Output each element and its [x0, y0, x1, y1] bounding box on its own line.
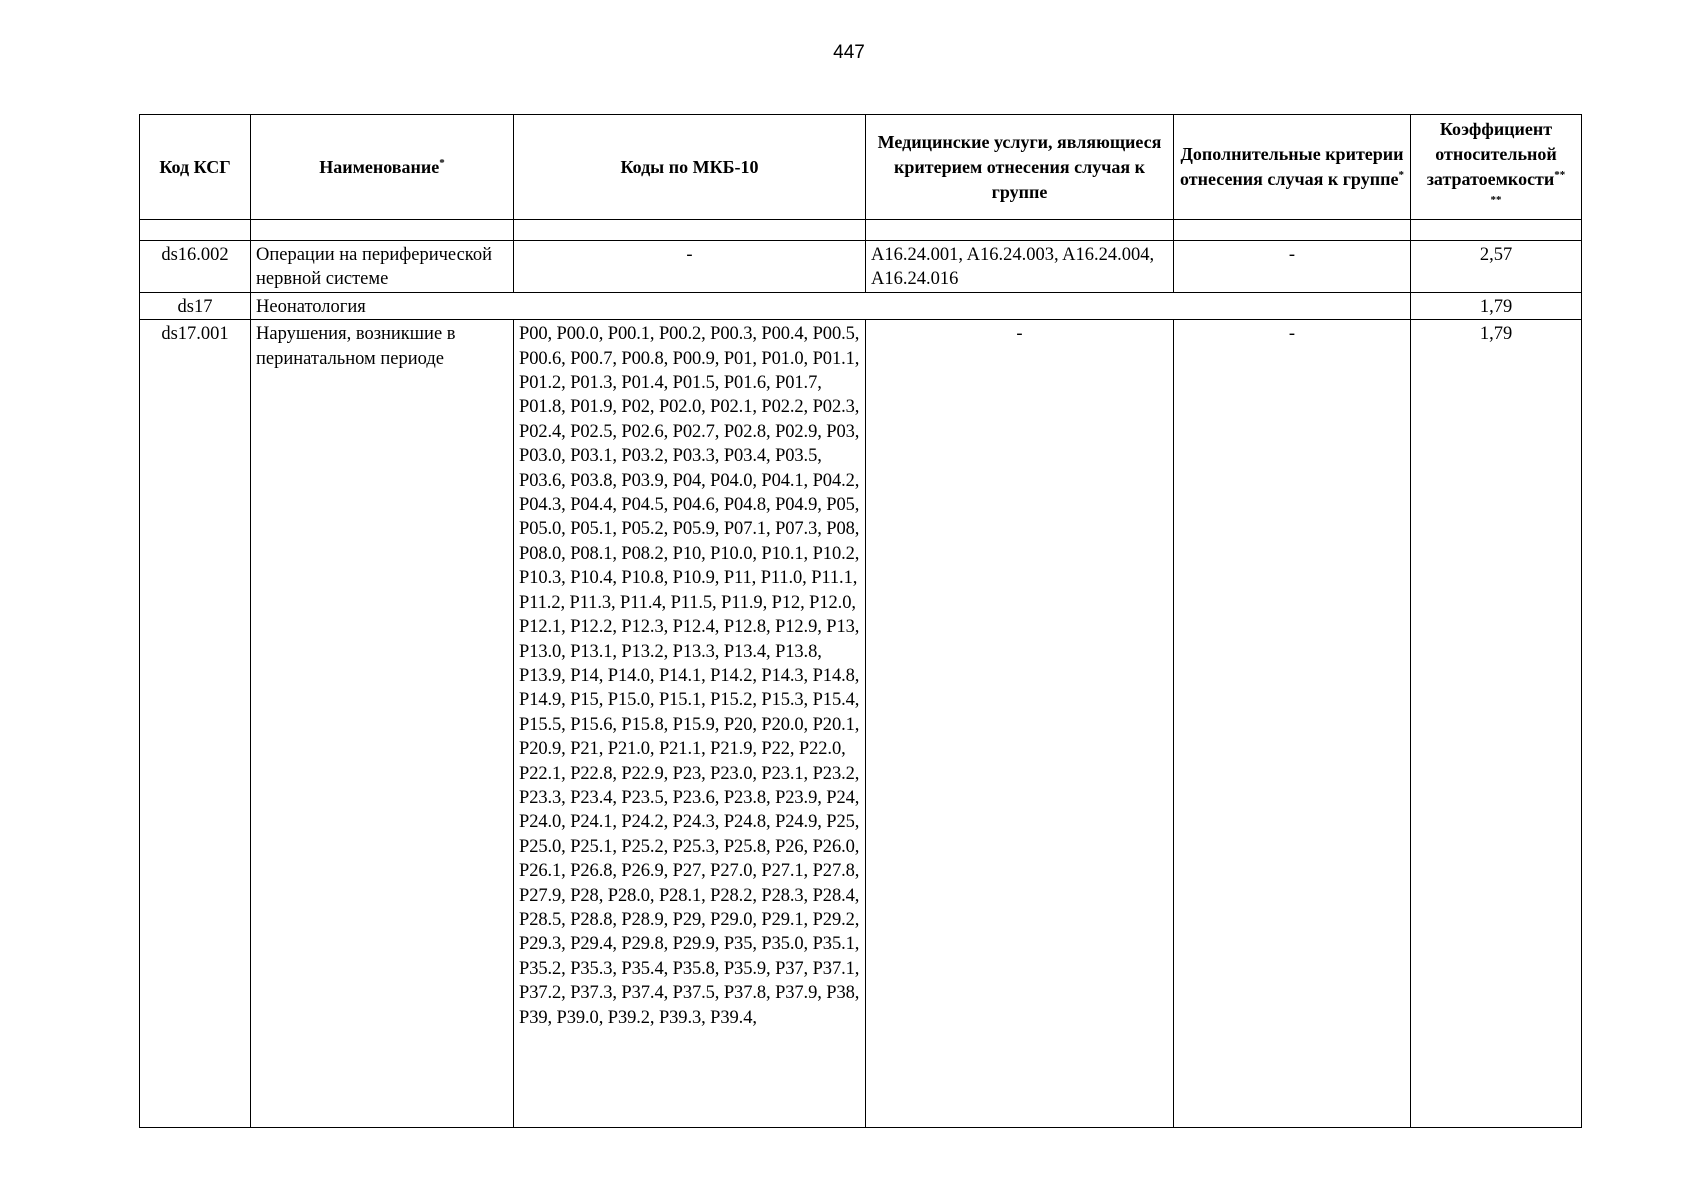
- ksg-table: [139, 114, 1582, 1128]
- cell-name: Операции на периферической нервной системе: [251, 241, 514, 293]
- cell-medical-services: A16.24.001, A16.24.003, A16.24.004, A16.24.016: [866, 241, 1174, 293]
- cell-additional-criteria: -: [1174, 241, 1411, 293]
- cell-ksg-code: ds16.002: [140, 241, 251, 293]
- header-icd-codes: Коды по МКБ-10: [514, 115, 866, 220]
- cell-coefficient: 1,79: [1411, 292, 1582, 319]
- table-row-group: [140, 292, 1582, 319]
- table-row: [140, 320, 1582, 1128]
- header-additional-criteria: Дополнительные критерии отнесения случая к группе*: [1174, 115, 1411, 220]
- table-header-row: [140, 115, 1582, 220]
- cell-coefficient: 2,57: [1411, 241, 1582, 293]
- cell-ksg-code: ds17: [140, 292, 251, 319]
- table-row: [140, 241, 1582, 293]
- cell-name: Нарушения, возникшие в перинатальном периоде: [251, 320, 514, 1128]
- header-ksg-code: Код КСГ: [140, 115, 251, 220]
- page-number: 447: [833, 42, 865, 63]
- cell-medical-services: -: [866, 320, 1174, 1128]
- header-medical-services: Медицинские услуги, являющиеся критерием отнесения случая к группе: [866, 115, 1174, 220]
- table-spacer-row: [140, 220, 1582, 241]
- header-coefficient: Коэффициент относительной затратоемкости** **: [1411, 115, 1582, 220]
- cell-icd-codes: -: [514, 241, 866, 293]
- cell-icd-codes: P00, P00.0, P00.1, P00.2, P00.3, P00.4, P00.5, P00.6, P00.7, P00.8, P00.9, P01, P01.0, P01.1, P01.2, P01.3, P01.4, P01.5, P01.6, P01.7, P01.8, P01.9, P02, P02.0, P02.1, P02.2, P02.3, P02.4, P02.5, P02.6, P02.7, P02.8, P02.9, P03, P03.0, P03.1, P03.2, P03.3, P03.4, P03.5, P03.6, P03.8, P03.9, P04, P04.0, P04.1, P04.2, P04.3, P04.4, P04.5, P04.6, P04.8, P04.9, P05, P05.0, P05.1, P05.2, P05.9, P07.1, P07.3, P08, P08.0, P08.1, P08.2, P10, P10.0, P10.1, P10.2, P10.3, P10.4, P10.8, P10.9, P11, P11.0, P11.1, P11.2, P11.3, P11.4, P11.5, P11.9, P12, P12.0, P12.1, P12.2, P12.3, P12.4, P12.8, P12.9, P13, P13.0, P13.1, P13.2, P13.3, P13.4, P13.8, P13.9, P14, P14.0, P14.1, P14.2, P14.3, P14.8, P14.9, P15, P15.0, P15.1, P15.2, P15.3, P15.4, P15.5, P15.6, P15.8, P15.9, P20, P20.0, P20.1, P20.9, P21, P21.0, P21.1, P21.9, P22, P22.0, P22.1, P22.8, P22.9, P23, P23.0, P23.1, P23.2, P23.3, P23.4, P23.5, P23.6, P23.8, P23.9, P24, P24.0, P24.1, P24.2, P24.3, P24.8, P24.9, P25, P25.0, P25.1, P25.2, P25.3, P25.8, P26, P26.0, P26.1, P26.8, P26.9, P27, P27.0, P27.1, P27.8, P27.9, P28, P28.0, P28.1, P28.2, P28.3, P28.4, P28.5, P28.8, P28.9, P29, P29.0, P29.1, P29.2, P29.3, P29.4, P29.8, P29.9, P35, P35.0, P35.1, P35.2, P35.3, P35.4, P35.8, P35.9, P37, P37.1, P37.2, P37.3, P37.4, P37.5, P37.8, P37.9, P38, P39, P39.0, P39.2, P39.3, P39.4,: [514, 320, 866, 1128]
- cell-group-name: Неонатология: [251, 292, 1411, 319]
- cell-additional-criteria: -: [1174, 320, 1411, 1128]
- cell-coefficient: 1,79: [1411, 320, 1582, 1128]
- cell-ksg-code: ds17.001: [140, 320, 251, 1128]
- header-name: Наименование*: [251, 115, 514, 220]
